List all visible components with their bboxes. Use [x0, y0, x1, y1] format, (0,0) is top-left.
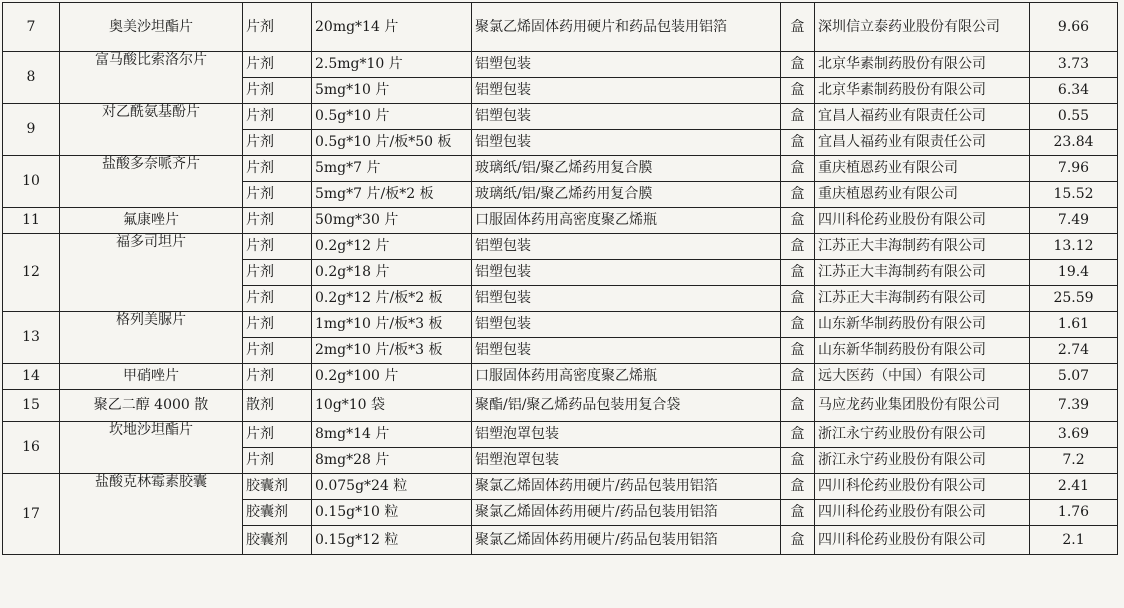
dosage-form-cell: 片剂: [243, 422, 312, 448]
manufacturer-cell: 江苏正大丰海制药有限公司: [815, 234, 1030, 260]
manufacturer-cell: 四川科伦药业股份有限公司: [815, 526, 1030, 555]
unit-cell: 盒: [781, 286, 815, 312]
unit-cell: 盒: [781, 338, 815, 364]
specification-cell: 5mg*7 片: [312, 156, 472, 182]
specification-cell: 0.2g*12 片: [312, 234, 472, 260]
packaging-cell: 铝塑包装: [472, 234, 781, 260]
price-cell: 19.4: [1030, 260, 1118, 286]
item-number-cell: 9: [3, 104, 60, 156]
dosage-form-cell: 片剂: [243, 3, 312, 52]
price-cell: 5.07: [1030, 364, 1118, 390]
manufacturer-cell: 宜昌人福药业有限责任公司: [815, 104, 1030, 130]
specification-cell: 50mg*30 片: [312, 208, 472, 234]
specification-cell: 10g*10 袋: [312, 390, 472, 422]
dosage-form-cell: 片剂: [243, 448, 312, 474]
dosage-form-cell: 片剂: [243, 338, 312, 364]
packaging-cell: 铝塑泡罩包装: [472, 422, 781, 448]
manufacturer-cell: 江苏正大丰海制药有限公司: [815, 286, 1030, 312]
unit-cell: 盒: [781, 78, 815, 104]
price-cell: 1.61: [1030, 312, 1118, 338]
unit-cell: 盒: [781, 500, 815, 526]
manufacturer-cell: 深圳信立泰药业股份有限公司: [815, 3, 1030, 52]
table-body: [3, 3, 1118, 555]
item-number-cell: 10: [3, 156, 60, 208]
unit-cell: 盒: [781, 3, 815, 52]
dosage-form-cell: 片剂: [243, 52, 312, 78]
price-cell: 7.39: [1030, 390, 1118, 422]
specification-cell: 0.5g*10 片: [312, 104, 472, 130]
dosage-form-cell: 片剂: [243, 130, 312, 156]
table-row: [3, 156, 1118, 182]
price-cell: 7.49: [1030, 208, 1118, 234]
drug-name-cell: 聚乙二醇 4000 散: [60, 390, 243, 422]
packaging-cell: 聚氯乙烯固体药用硬片/药品包装用铝箔: [472, 526, 781, 555]
packaging-cell: 聚酯/铝/聚乙烯药品包装用复合袋: [472, 390, 781, 422]
manufacturer-cell: 江苏正大丰海制药有限公司: [815, 260, 1030, 286]
manufacturer-cell: 北京华素制药股份有限公司: [815, 78, 1030, 104]
item-number-cell: 8: [3, 52, 60, 104]
drug-price-table: [2, 2, 1118, 555]
packaging-cell: 玻璃纸/铝/聚乙烯药用复合膜: [472, 182, 781, 208]
price-cell: 25.59: [1030, 286, 1118, 312]
packaging-cell: 铝塑包装: [472, 78, 781, 104]
specification-cell: 0.2g*12 片/板*2 板: [312, 286, 472, 312]
unit-cell: 盒: [781, 312, 815, 338]
specification-cell: 0.5g*10 片/板*50 板: [312, 130, 472, 156]
packaging-cell: 铝塑包装: [472, 312, 781, 338]
item-number-cell: 12: [3, 234, 60, 312]
price-cell: 2.74: [1030, 338, 1118, 364]
item-number-cell: 17: [3, 474, 60, 555]
specification-cell: 0.2g*100 片: [312, 364, 472, 390]
dosage-form-cell: 胶囊剂: [243, 526, 312, 555]
price-cell: 13.12: [1030, 234, 1118, 260]
packaging-cell: 口服固体药用高密度聚乙烯瓶: [472, 364, 781, 390]
specification-cell: 1mg*10 片/板*3 板: [312, 312, 472, 338]
manufacturer-cell: 宜昌人福药业有限责任公司: [815, 130, 1030, 156]
table-row: [3, 234, 1118, 260]
packaging-cell: 聚氯乙烯固体药用硬片/药品包装用铝箔: [472, 474, 781, 500]
item-number-cell: 7: [3, 3, 60, 52]
manufacturer-cell: 马应龙药业集团股份有限公司: [815, 390, 1030, 422]
drug-name-cell: 坎地沙坦酯片: [60, 422, 243, 474]
table-row: [3, 3, 1118, 52]
unit-cell: 盒: [781, 448, 815, 474]
manufacturer-cell: 四川科伦药业股份有限公司: [815, 500, 1030, 526]
manufacturer-cell: 四川科伦药业股份有限公司: [815, 208, 1030, 234]
packaging-cell: 铝塑包装: [472, 286, 781, 312]
manufacturer-cell: 浙江永宁药业股份有限公司: [815, 422, 1030, 448]
specification-cell: 20mg*14 片: [312, 3, 472, 52]
dosage-form-cell: 片剂: [243, 182, 312, 208]
specification-cell: 2mg*10 片/板*3 板: [312, 338, 472, 364]
table-row: [3, 104, 1118, 130]
specification-cell: 0.075g*24 粒: [312, 474, 472, 500]
manufacturer-cell: 重庆植恩药业有限公司: [815, 156, 1030, 182]
manufacturer-cell: 四川科伦药业股份有限公司: [815, 474, 1030, 500]
manufacturer-cell: 浙江永宁药业股份有限公司: [815, 448, 1030, 474]
unit-cell: 盒: [781, 52, 815, 78]
specification-cell: 0.15g*12 粒: [312, 526, 472, 555]
packaging-cell: 聚氯乙烯固体药用硬片/药品包装用铝箔: [472, 500, 781, 526]
drug-name-cell: 盐酸克林霉素胶囊: [60, 474, 243, 555]
drug-name-cell: 氟康唑片: [60, 208, 243, 234]
dosage-form-cell: 片剂: [243, 104, 312, 130]
manufacturer-cell: 北京华素制药股份有限公司: [815, 52, 1030, 78]
price-cell: 7.2: [1030, 448, 1118, 474]
item-number-cell: 13: [3, 312, 60, 364]
packaging-cell: 玻璃纸/铝/聚乙烯药用复合膜: [472, 156, 781, 182]
manufacturer-cell: 重庆植恩药业有限公司: [815, 182, 1030, 208]
packaging-cell: 铝塑包装: [472, 338, 781, 364]
drug-name-cell: 福多司坦片: [60, 234, 243, 312]
packaging-cell: 铝塑包装: [472, 52, 781, 78]
price-cell: 3.73: [1030, 52, 1118, 78]
price-cell: 15.52: [1030, 182, 1118, 208]
unit-cell: 盒: [781, 104, 815, 130]
drug-name-cell: 甲硝唑片: [60, 364, 243, 390]
dosage-form-cell: 胶囊剂: [243, 474, 312, 500]
packaging-cell: 铝塑包装: [472, 130, 781, 156]
table-row: [3, 474, 1118, 500]
unit-cell: 盒: [781, 474, 815, 500]
dosage-form-cell: 片剂: [243, 156, 312, 182]
dosage-form-cell: 片剂: [243, 208, 312, 234]
unit-cell: 盒: [781, 234, 815, 260]
dosage-form-cell: 片剂: [243, 286, 312, 312]
price-cell: 3.69: [1030, 422, 1118, 448]
packaging-cell: 铝塑包装: [472, 260, 781, 286]
manufacturer-cell: 山东新华制药股份有限公司: [815, 338, 1030, 364]
table-row: [3, 390, 1118, 422]
dosage-form-cell: 片剂: [243, 364, 312, 390]
drug-name-cell: 对乙酰氨基酚片: [60, 104, 243, 156]
item-number-cell: 16: [3, 422, 60, 474]
drug-name-cell: 富马酸比索洛尔片: [60, 52, 243, 104]
price-cell: 23.84: [1030, 130, 1118, 156]
price-cell: 1.76: [1030, 500, 1118, 526]
price-cell: 2.41: [1030, 474, 1118, 500]
packaging-cell: 聚氯乙烯固体药用硬片和药品包装用铝箔: [472, 3, 781, 52]
unit-cell: 盒: [781, 156, 815, 182]
item-number-cell: 11: [3, 208, 60, 234]
drug-name-cell: 格列美脲片: [60, 312, 243, 364]
drug-name-cell: 奥美沙坦酯片: [60, 3, 243, 52]
drug-name-cell: 盐酸多奈哌齐片: [60, 156, 243, 208]
unit-cell: 盒: [781, 260, 815, 286]
specification-cell: 8mg*28 片: [312, 448, 472, 474]
price-cell: 6.34: [1030, 78, 1118, 104]
table-row: [3, 312, 1118, 338]
specification-cell: 5mg*10 片: [312, 78, 472, 104]
price-cell: 2.1: [1030, 526, 1118, 555]
unit-cell: 盒: [781, 182, 815, 208]
price-cell: 9.66: [1030, 3, 1118, 52]
table-row: [3, 364, 1118, 390]
dosage-form-cell: 片剂: [243, 234, 312, 260]
price-cell: 7.96: [1030, 156, 1118, 182]
dosage-form-cell: 片剂: [243, 260, 312, 286]
table-row: [3, 422, 1118, 448]
specification-cell: 8mg*14 片: [312, 422, 472, 448]
unit-cell: 盒: [781, 130, 815, 156]
packaging-cell: 口服固体药用高密度聚乙烯瓶: [472, 208, 781, 234]
dosage-form-cell: 胶囊剂: [243, 500, 312, 526]
unit-cell: 盒: [781, 526, 815, 555]
packaging-cell: 铝塑泡罩包装: [472, 448, 781, 474]
dosage-form-cell: 散剂: [243, 390, 312, 422]
unit-cell: 盒: [781, 364, 815, 390]
unit-cell: 盒: [781, 390, 815, 422]
manufacturer-cell: 山东新华制药股份有限公司: [815, 312, 1030, 338]
specification-cell: 0.2g*18 片: [312, 260, 472, 286]
specification-cell: 0.15g*10 粒: [312, 500, 472, 526]
unit-cell: 盒: [781, 208, 815, 234]
manufacturer-cell: 远大医药（中国）有限公司: [815, 364, 1030, 390]
dosage-form-cell: 片剂: [243, 312, 312, 338]
dosage-form-cell: 片剂: [243, 78, 312, 104]
item-number-cell: 15: [3, 390, 60, 422]
table-row: [3, 208, 1118, 234]
specification-cell: 5mg*7 片/板*2 板: [312, 182, 472, 208]
price-cell: 0.55: [1030, 104, 1118, 130]
unit-cell: 盒: [781, 422, 815, 448]
specification-cell: 2.5mg*10 片: [312, 52, 472, 78]
item-number-cell: 14: [3, 364, 60, 390]
packaging-cell: 铝塑包装: [472, 104, 781, 130]
table-row: [3, 52, 1118, 78]
